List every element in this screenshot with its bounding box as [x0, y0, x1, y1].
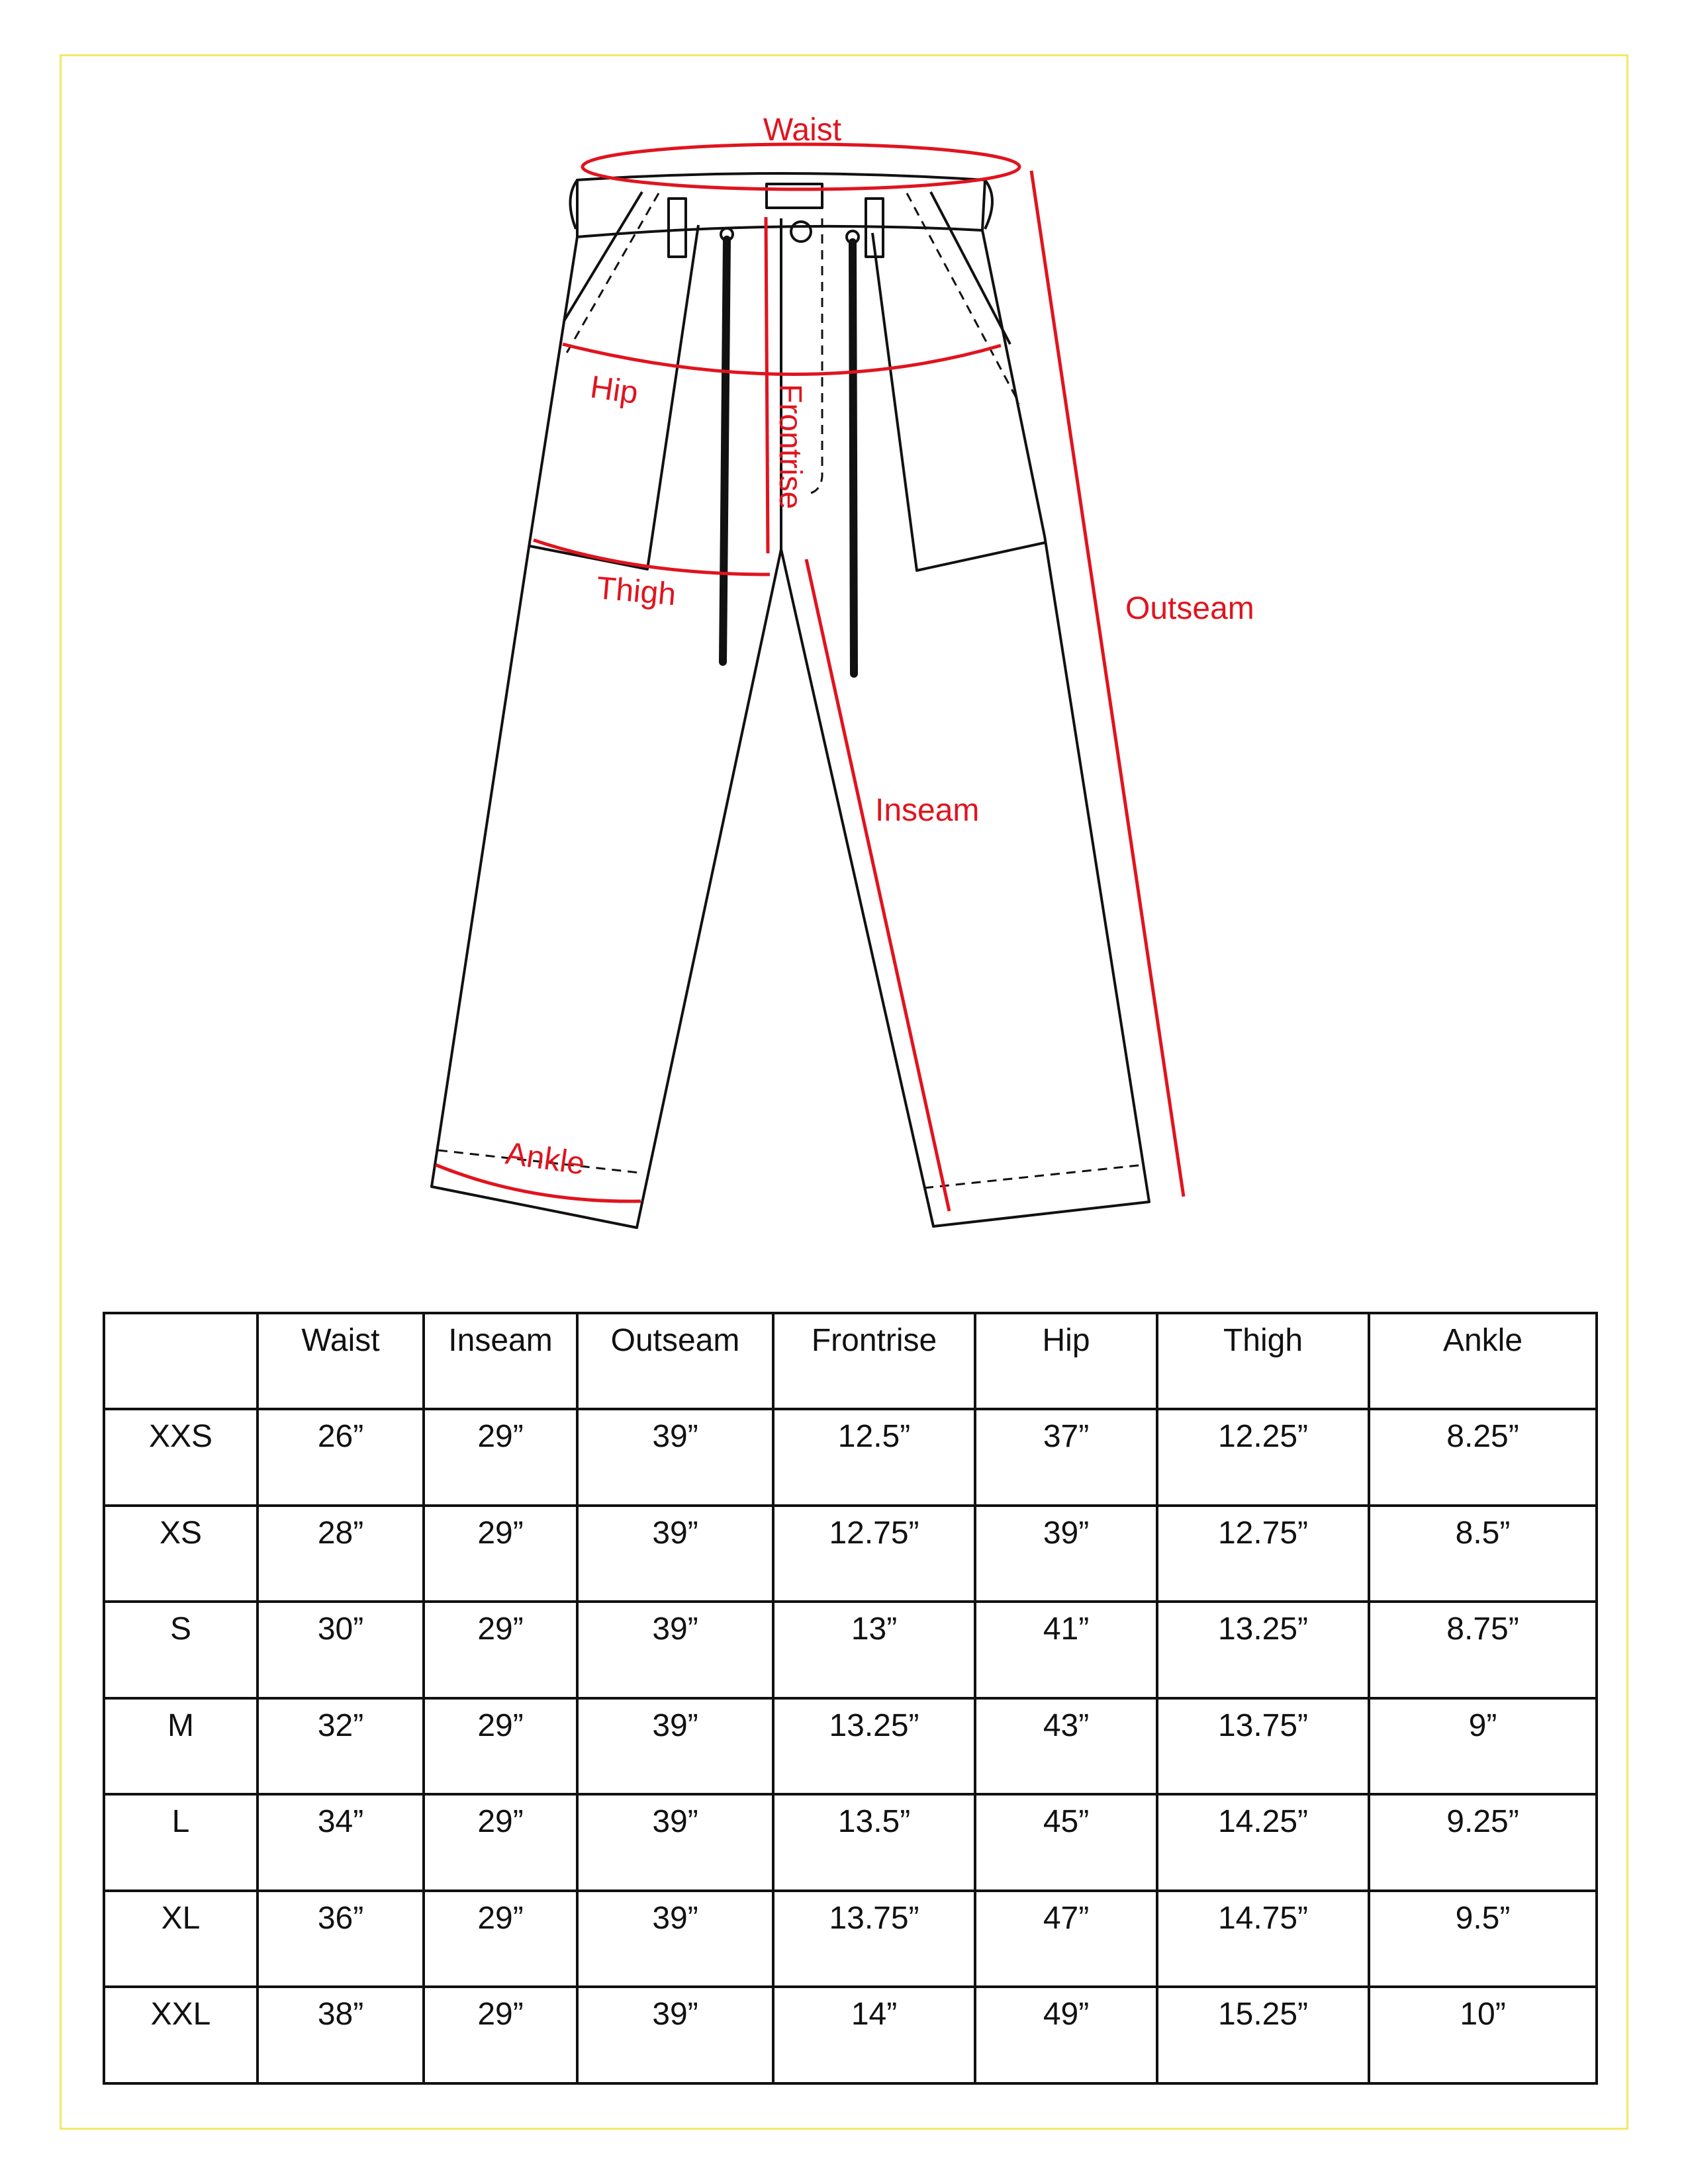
- size-cell: XS: [104, 1506, 258, 1602]
- hip-cell: 41”: [975, 1602, 1157, 1698]
- label-frontrise: Frontrise: [773, 384, 808, 510]
- thigh-cell: 13.25”: [1157, 1602, 1369, 1698]
- ankle-cell: 8.25”: [1369, 1409, 1597, 1506]
- hip-cell: 47”: [975, 1891, 1157, 1987]
- header-inseam: Inseam: [424, 1313, 577, 1409]
- thigh-cell: 14.25”: [1157, 1794, 1369, 1891]
- pants-outline: [432, 173, 1149, 1228]
- table-row: [104, 1698, 1597, 1795]
- inseam-cell: 29”: [424, 1794, 577, 1891]
- frontrise-cell: 13.25”: [773, 1698, 975, 1795]
- inseam-cell: 29”: [424, 1987, 577, 2083]
- ankle-cell: 8.75”: [1369, 1602, 1597, 1698]
- header-ankle: Ankle: [1369, 1313, 1597, 1409]
- label-waist: Waist: [763, 113, 842, 148]
- table-row: [104, 1602, 1597, 1698]
- thigh-cell: 12.75”: [1157, 1506, 1369, 1602]
- waist-cell: 32”: [258, 1698, 424, 1795]
- outseam-cell: 39”: [577, 1602, 773, 1698]
- size-cell: L: [104, 1794, 258, 1891]
- hip-cell: 45”: [975, 1794, 1157, 1891]
- size-cell: XXL: [104, 1987, 258, 2083]
- waist-cell: 26”: [258, 1409, 424, 1506]
- header-outseam: Outseam: [577, 1313, 773, 1409]
- outseam-cell: 39”: [577, 1698, 773, 1795]
- outseam-cell: 39”: [577, 1506, 773, 1602]
- header-hip: Hip: [975, 1313, 1157, 1409]
- waist-cell: 36”: [258, 1891, 424, 1987]
- waist-cell: 38”: [258, 1987, 424, 2083]
- table-row: [104, 1506, 1597, 1602]
- button: [791, 222, 811, 242]
- waist-cell: 34”: [258, 1794, 424, 1891]
- hip-cell: 43”: [975, 1698, 1157, 1795]
- outseam-cell: 39”: [577, 1987, 773, 2083]
- frontrise-cell: 13.5”: [773, 1794, 975, 1891]
- hip-cell: 37”: [975, 1409, 1157, 1506]
- drawcord-right: [853, 242, 854, 674]
- table-header-row: [104, 1313, 1597, 1409]
- ankle-cell: 9”: [1369, 1698, 1597, 1795]
- inseam-measure: [806, 559, 949, 1211]
- header-size: [104, 1313, 258, 1409]
- frontrise-cell: 12.75”: [773, 1506, 975, 1602]
- label-ankle: Ankle: [503, 1136, 587, 1182]
- table-row: [104, 1794, 1597, 1891]
- table-row: [104, 1987, 1597, 2083]
- inseam-cell: 29”: [424, 1891, 577, 1987]
- pants-silhouette: [432, 230, 1149, 1228]
- size-cell: XXS: [104, 1409, 258, 1506]
- frontrise-cell: 14”: [773, 1987, 975, 2083]
- ankle-cell: 9.5”: [1369, 1891, 1597, 1987]
- thigh-cell: 14.75”: [1157, 1891, 1369, 1987]
- ankle-cell: 10”: [1369, 1987, 1597, 2083]
- size-cell: XL: [104, 1891, 258, 1987]
- size-cell: S: [104, 1602, 258, 1698]
- inseam-cell: 29”: [424, 1409, 577, 1506]
- label-inseam: Inseam: [875, 793, 980, 828]
- header-waist: Waist: [258, 1313, 424, 1409]
- outseam-measure: [1031, 171, 1184, 1197]
- hip-cell: 39”: [975, 1506, 1157, 1602]
- inseam-cell: 29”: [424, 1506, 577, 1602]
- inseam-cell: 29”: [424, 1602, 577, 1698]
- waist-cell: 28”: [258, 1506, 424, 1602]
- table-row: [104, 1891, 1597, 1987]
- inseam-cell: 29”: [424, 1698, 577, 1795]
- header-frontrise: Frontrise: [773, 1313, 975, 1409]
- ankle-cell: 8.5”: [1369, 1506, 1597, 1602]
- hip-cell: 49”: [975, 1987, 1157, 2083]
- waist-cell: 30”: [258, 1602, 424, 1698]
- label-hip: Hip: [588, 369, 641, 411]
- frontrise-cell: 13”: [773, 1602, 975, 1698]
- frontrise-cell: 12.5”: [773, 1409, 975, 1506]
- header-thigh: Thigh: [1157, 1313, 1369, 1409]
- size-cell: M: [104, 1698, 258, 1795]
- thigh-cell: 12.25”: [1157, 1409, 1369, 1506]
- waist-measure: [583, 144, 1019, 189]
- table-row: [104, 1409, 1597, 1506]
- frontrise-measure: [766, 217, 768, 553]
- label-thigh: Thigh: [595, 570, 678, 613]
- drawcord-left: [723, 240, 727, 662]
- label-outseam: Outseam: [1125, 591, 1254, 626]
- size-chart-table: [103, 1312, 1598, 2085]
- thigh-cell: 15.25”: [1157, 1987, 1369, 2083]
- outseam-cell: 39”: [577, 1794, 773, 1891]
- outseam-cell: 39”: [577, 1409, 773, 1506]
- frontrise-cell: 13.75”: [773, 1891, 975, 1987]
- thigh-cell: 13.75”: [1157, 1698, 1369, 1795]
- ankle-cell: 9.25”: [1369, 1794, 1597, 1891]
- outseam-cell: 39”: [577, 1891, 773, 1987]
- belt-loop-left: [669, 199, 686, 257]
